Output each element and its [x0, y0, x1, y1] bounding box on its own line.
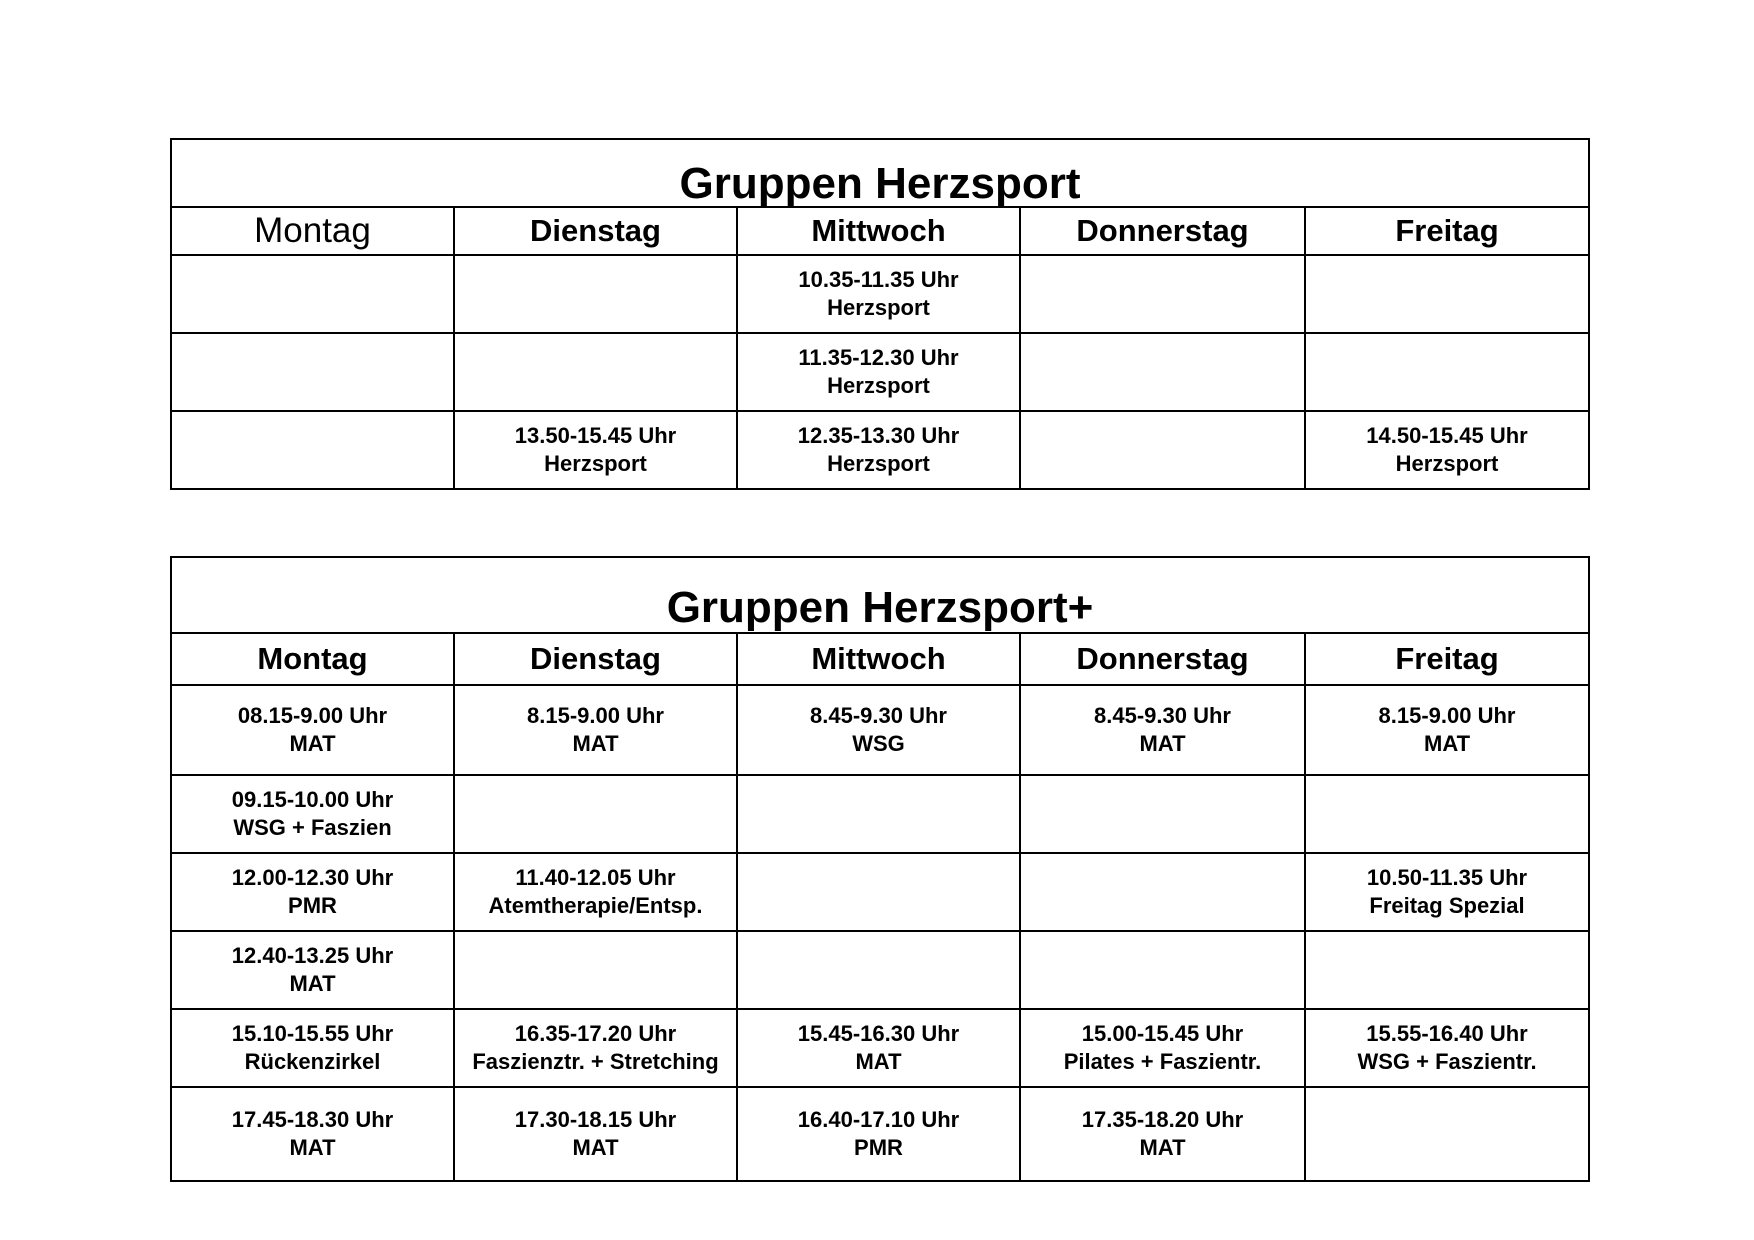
slot-cell-mittwoch [737, 685, 1020, 775]
slot-time: 17.45-18.30 Uhr [231, 1107, 394, 1132]
day-header-donnerstag: Donnerstag [1020, 207, 1305, 255]
schedule-row [171, 255, 1589, 333]
herzsport-table-body [171, 139, 1589, 489]
slot-cell-donnerstag [1020, 685, 1305, 775]
slot-activity: WSG [852, 731, 905, 756]
slot-cell-donnerstag [1020, 411, 1305, 489]
day-header-freitag: Freitag [1305, 633, 1589, 685]
slot-activity: Herzsport [827, 373, 930, 398]
schedule-row [171, 1009, 1589, 1087]
slot-cell-mittwoch [737, 333, 1020, 411]
slot-activity: Rückenzirkel [244, 1049, 381, 1074]
slot-cell-donnerstag [1020, 333, 1305, 411]
table-title: Gruppen Herzsport [171, 139, 1589, 207]
slot-time: 11.40-12.05 Uhr [515, 865, 676, 890]
slot-activity: MAT [1424, 731, 1471, 756]
slot-time: 15.55-16.40 Uhr [1366, 1021, 1528, 1046]
slot-cell-dienstag [454, 411, 737, 489]
slot-time: 16.35-17.20 Uhr [514, 1021, 677, 1046]
slot-cell-montag [171, 1009, 454, 1087]
slot-cell-donnerstag [1020, 931, 1305, 1009]
schedule-row [171, 685, 1589, 775]
slot-time: 15.00-15.45 Uhr [1081, 1021, 1244, 1046]
slot-time: 15.45-16.30 Uhr [797, 1021, 960, 1046]
slot-cell-donnerstag [1020, 775, 1305, 853]
slot-activity: MAT [289, 1135, 336, 1160]
slot-activity: MAT [289, 971, 336, 996]
day-header-freitag: Freitag [1305, 207, 1589, 255]
schedule-row [171, 333, 1589, 411]
schedule-row [171, 411, 1589, 489]
slot-activity: WSG + Faszien [233, 815, 392, 840]
slot-activity: Herzsport [827, 451, 930, 476]
slot-time: 12.40-13.25 Uhr [231, 943, 394, 968]
slot-activity: Atemtherapie/Entsp. [488, 893, 703, 918]
slot-cell-montag [171, 255, 454, 333]
title-row [171, 139, 1589, 207]
slot-cell-freitag [1305, 411, 1589, 489]
slot-cell-freitag [1305, 853, 1589, 931]
slot-cell-donnerstag [1020, 853, 1305, 931]
slot-time: 09.15-10.00 Uhr [231, 787, 394, 812]
slot-time: 16.40-17.10 Uhr [797, 1107, 960, 1132]
slot-cell-montag [171, 1087, 454, 1181]
herzsport-schedule-table [170, 138, 1590, 490]
slot-cell-mittwoch [737, 853, 1020, 931]
slot-time: 8.15-9.00 Uhr [1378, 703, 1516, 728]
slot-cell-montag [171, 685, 454, 775]
slot-cell-freitag [1305, 1009, 1589, 1087]
slot-cell-donnerstag [1020, 1009, 1305, 1087]
herzsport-plus-schedule-table [170, 556, 1590, 1182]
slot-cell-montag [171, 931, 454, 1009]
day-header-donnerstag: Donnerstag [1020, 633, 1305, 685]
day-header-dienstag: Dienstag [454, 207, 737, 255]
slot-time: 10.50-11.35 Uhr [1366, 865, 1528, 890]
slot-activity: Herzsport [1395, 451, 1499, 476]
slot-cell-mittwoch [737, 411, 1020, 489]
slot-activity: WSG + Faszientr. [1357, 1049, 1537, 1074]
slot-cell-mittwoch [737, 931, 1020, 1009]
slot-cell-freitag [1305, 1087, 1589, 1181]
slot-time: 08.15-9.00 Uhr [237, 703, 388, 728]
slot-cell-montag [171, 411, 454, 489]
slot-cell-dienstag [454, 685, 737, 775]
slot-activity: Herzsport [544, 451, 647, 476]
slot-activity: MAT [572, 731, 619, 756]
slot-activity: PMR [288, 893, 337, 918]
slot-cell-dienstag [454, 255, 737, 333]
title-row [171, 557, 1589, 633]
slot-time: 12.35-13.30 Uhr [797, 423, 960, 448]
slot-cell-mittwoch [737, 1009, 1020, 1087]
slot-cell-donnerstag [1020, 1087, 1305, 1181]
schedule-row [171, 931, 1589, 1009]
slot-activity: Herzsport [827, 295, 930, 320]
day-header-row [171, 207, 1589, 255]
slot-cell-mittwoch [737, 775, 1020, 853]
day-header-dienstag: Dienstag [454, 633, 737, 685]
slot-cell-donnerstag [1020, 255, 1305, 333]
slot-activity: MAT [572, 1135, 619, 1160]
slot-cell-dienstag [454, 931, 737, 1009]
slot-cell-freitag [1305, 685, 1589, 775]
slot-cell-freitag [1305, 775, 1589, 853]
slot-time: 13.50-15.45 Uhr [514, 423, 677, 448]
slot-activity: Pilates + Faszientr. [1063, 1049, 1262, 1074]
slot-cell-dienstag [454, 1009, 737, 1087]
slot-time: 17.30-18.15 Uhr [514, 1107, 677, 1132]
schedule-row [171, 1087, 1589, 1181]
slot-activity: MAT [1139, 731, 1186, 756]
table-title: Gruppen Herzsport+ [171, 557, 1589, 633]
slot-cell-dienstag [454, 1087, 737, 1181]
slot-time: 8.45-9.30 Uhr [1094, 703, 1231, 728]
slot-time: 14.50-15.45 Uhr [1366, 423, 1528, 448]
slot-cell-mittwoch [737, 255, 1020, 333]
slot-activity: Faszienztr. + Stretching [472, 1049, 719, 1074]
slot-cell-mittwoch [737, 1087, 1020, 1181]
slot-activity: Freitag Spezial [1369, 893, 1525, 918]
slot-activity: PMR [854, 1135, 903, 1160]
slot-cell-freitag [1305, 255, 1589, 333]
slot-time: 8.45-9.30 Uhr [810, 703, 947, 728]
day-header-mittwoch: Mittwoch [737, 207, 1020, 255]
slot-cell-dienstag [454, 333, 737, 411]
slot-time: 10.35-11.35 Uhr [798, 267, 959, 292]
day-header-montag: Montag [171, 207, 454, 255]
slot-time: 11.35-12.30 Uhr [798, 345, 959, 370]
schedule-row [171, 853, 1589, 931]
slot-cell-montag [171, 333, 454, 411]
slot-time: 12.00-12.30 Uhr [231, 865, 394, 890]
slot-cell-montag [171, 853, 454, 931]
slot-cell-dienstag [454, 853, 737, 931]
slot-activity: MAT [1139, 1135, 1186, 1160]
slot-activity: MAT [289, 731, 336, 756]
slot-time: 8.15-9.00 Uhr [527, 703, 664, 728]
slot-cell-montag [171, 775, 454, 853]
slot-activity: MAT [855, 1049, 902, 1074]
herzsport-plus-table-body [171, 557, 1589, 1181]
slot-cell-dienstag [454, 775, 737, 853]
slot-time: 15.10-15.55 Uhr [231, 1021, 394, 1046]
slot-cell-freitag [1305, 931, 1589, 1009]
schedule-row [171, 775, 1589, 853]
day-header-montag: Montag [171, 633, 454, 685]
day-header-mittwoch: Mittwoch [737, 633, 1020, 685]
slot-time: 17.35-18.20 Uhr [1081, 1107, 1244, 1132]
slot-cell-freitag [1305, 333, 1589, 411]
day-header-row [171, 633, 1589, 685]
